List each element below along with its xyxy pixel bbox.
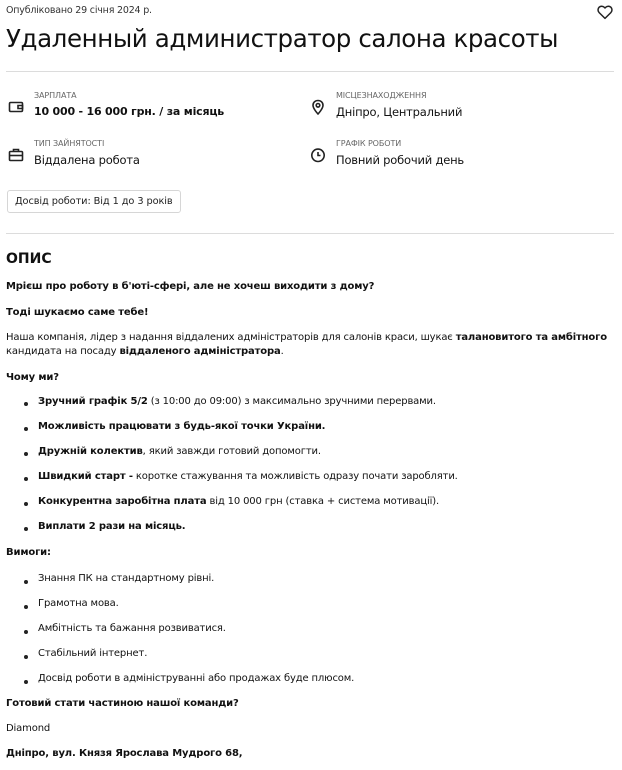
employment-label: ТИП ЗАЙНЯТОСТІ: [34, 139, 105, 148]
location-label: МІСЦЕЗНАХОДЖЕННЯ: [336, 91, 427, 100]
company-text-bold: талановитого та амбітного: [455, 332, 607, 343]
bullet: [24, 477, 28, 481]
list-item: Досвід роботи в адмініструванні або продажах буде плюсом.: [38, 673, 355, 684]
employment-value: Віддалена робота: [34, 153, 140, 167]
wallet-icon: [8, 99, 24, 115]
description-heading: ОПИС: [6, 251, 52, 267]
list-item: Стабільний інтернет.: [38, 648, 148, 659]
location-pin-icon: [310, 99, 326, 115]
clock-icon: [310, 147, 326, 163]
ready-heading: Готовий стати частиною нашої команди?: [6, 698, 239, 709]
bullet: [24, 580, 28, 584]
salary-block: [8, 91, 288, 123]
company-address: Дніпро, вул. Князя Ярослава Мудрого 68,: [6, 748, 243, 759]
schedule-value: Повний робочий день: [336, 153, 464, 167]
bullet: [24, 427, 28, 431]
list-item: Конкурентна заробітна плата від 10 000 грн (ставка + система мотивації).: [38, 496, 440, 507]
why-heading: Чому ми?: [6, 372, 59, 383]
company-text: кандидата на посаду: [6, 346, 120, 357]
schedule-label: ГРАФІК РОБОТИ: [336, 139, 402, 148]
schedule-block: [310, 139, 600, 171]
divider: [6, 71, 614, 72]
bullet: [24, 605, 28, 609]
list-item: Виплати 2 рази на місяць.: [38, 521, 186, 532]
company-text: .: [280, 346, 284, 357]
list-item: Амбітність та бажання розвиватися.: [38, 623, 226, 634]
experience-tag[interactable]: Досвід роботи: Від 1 до 3 років: [7, 190, 181, 213]
salary-value: 10 000 - 16 000 грн. / за місяць: [34, 105, 225, 118]
bullet: [24, 452, 28, 456]
list-item: Знання ПК на стандартному рівні.: [38, 573, 215, 584]
heart-icon[interactable]: [596, 3, 614, 21]
bullet: [24, 630, 28, 634]
location-value: Дніпро, Центральний: [336, 105, 463, 119]
published-date: Опубліковано 29 січня 2024 р.: [6, 5, 152, 16]
list-item: Дружній колектив, який завжди готовий допомогти.: [38, 446, 321, 457]
bullet: [24, 527, 28, 531]
page-title: Удаленный администратор салона красоты: [6, 24, 559, 53]
list-item: Зручний графік 5/2 (з 10:00 до 09:00) з максимально зручними перервами.: [38, 396, 436, 407]
salary-label: ЗАРПЛАТА: [34, 91, 77, 100]
bullet: [24, 655, 28, 659]
list-item: Можливість працювати з будь-якої точки України.: [38, 421, 326, 432]
company-name: Diamond: [6, 723, 51, 734]
bullet: [24, 502, 28, 506]
list-item: Грамотна мова.: [38, 598, 119, 609]
list-item: Швидкий старт - коротке стажування та можливість одразу почати заробляти.: [38, 471, 458, 482]
description-company-line1: [6, 331, 607, 345]
bullet: [24, 680, 28, 684]
divider: [6, 233, 614, 234]
requirements-heading: Вимоги:: [6, 547, 51, 558]
location-block: [310, 91, 600, 123]
briefcase-icon: [8, 147, 24, 163]
company-text: Наша компанія, лідер з надання віддалених адміністраторів для салонів краси, шукає: [6, 332, 456, 343]
description-intro: Мрієш про роботу в б'юті-сфері, але не хочеш виходити з дому?: [6, 281, 375, 292]
employment-block: [8, 139, 288, 171]
company-text-bold: віддаленого адміністратора: [119, 346, 281, 357]
description-company-line2: [6, 345, 284, 359]
description-call: Тоді шукаємо саме тебе!: [6, 307, 149, 318]
bullet: [24, 402, 28, 406]
